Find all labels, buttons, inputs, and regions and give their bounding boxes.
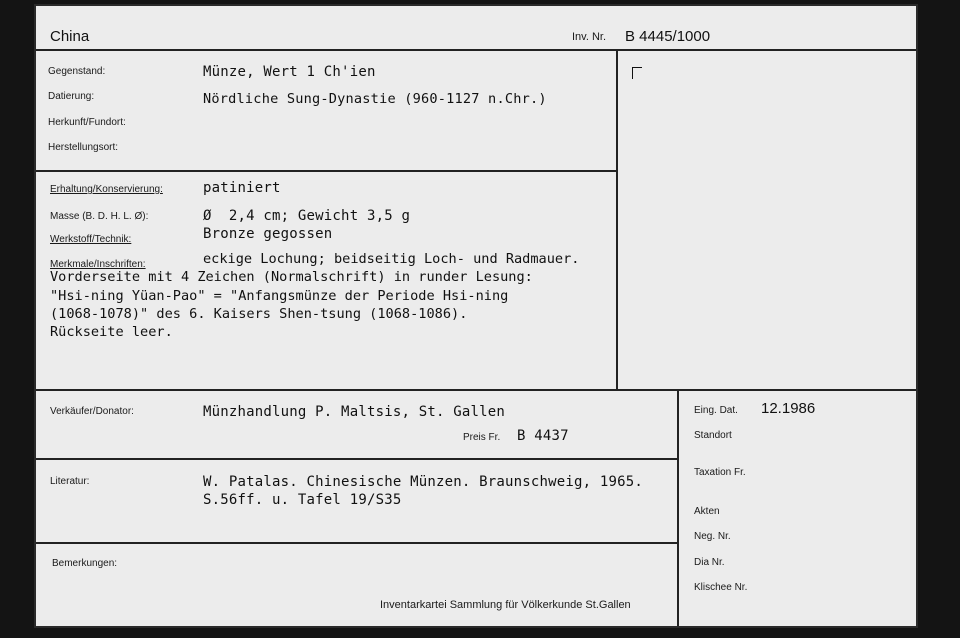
divider-header (36, 49, 916, 51)
erhaltung-label: Erhaltung/Konservierung: (50, 184, 163, 195)
herstellungsort-label: Herstellungsort: (48, 142, 119, 153)
merkmale-label: Merkmale/Inschriften: (50, 259, 146, 270)
dia-nr-label: Dia Nr. (694, 557, 725, 568)
literatur-label: Literatur: (50, 476, 90, 487)
merkmale-line-5: Rückseite leer. (50, 324, 173, 340)
eing-dat-value: 12.1986 (761, 400, 816, 417)
footer-text: Inventarkartei Sammlung für Völkerkunde St.Gallen (380, 599, 631, 611)
erhaltung-value: patiniert (203, 180, 281, 196)
herkunft-label: Herkunft/Fundort: (48, 117, 126, 128)
divider-right-lower (677, 389, 679, 628)
inv-label: Inv. Nr. (572, 31, 607, 43)
werkstoff-label: Werkstoff/Technik: (50, 234, 132, 245)
klischee-nr-label: Klischee Nr. (694, 582, 748, 593)
masse-label: Masse (B. D. H. L. Ø): (50, 211, 149, 222)
divider-object (36, 170, 617, 172)
inventory-card (34, 4, 918, 628)
standort-label: Standort (694, 430, 732, 441)
neg-nr-label: Neg. Nr. (694, 531, 731, 542)
divider-details (36, 389, 916, 391)
divider-literature (36, 542, 678, 544)
divider-seller (36, 458, 678, 460)
gegenstand-value: Münze, Wert 1 Ch'ien (203, 64, 376, 80)
taxation-label: Taxation Fr. (694, 467, 746, 478)
eing-dat-label: Eing. Dat. (694, 405, 738, 416)
preis-label: Preis Fr. (463, 432, 501, 443)
country: China (50, 28, 90, 45)
corner-mark (632, 67, 642, 79)
verkaeufer-label: Verkäufer/Donator: (50, 406, 134, 417)
masse-value: Ø 2,4 cm; Gewicht 3,5 g (203, 208, 411, 224)
merkmale-line-4: (1068-1078)" des 6. Kaisers Shen-tsung (1068-1086). (50, 306, 468, 322)
bemerkungen-label: Bemerkungen: (52, 558, 118, 569)
inv-number: B 4445/1000 (625, 28, 711, 45)
merkmale-line-2: Vorderseite mit 4 Zeichen (Normalschrift) in runder Lesung: (50, 269, 533, 285)
divider-right-upper (616, 49, 618, 391)
akten-label: Akten (694, 506, 720, 517)
literatur-line-2: S.56ff. u. Tafel 19/S35 (203, 492, 402, 508)
datierung-value: Nördliche Sung-Dynastie (960-1127 n.Chr.) (203, 91, 547, 107)
literatur-line-1: W. Patalas. Chinesische Münzen. Braunschweig, 1965. (203, 474, 644, 490)
merkmale-line-1: eckige Lochung; beidseitig Loch- und Radmauer. (203, 251, 580, 267)
datierung-label: Datierung: (48, 91, 95, 102)
merkmale-line-3: "Hsi-ning Yüan-Pao" = "Anfangsmünze der Periode Hsi-ning (50, 288, 509, 304)
verkaeufer-value: Münzhandlung P. Maltsis, St. Gallen (203, 404, 506, 420)
preis-value: B 4437 (517, 428, 569, 444)
gegenstand-label: Gegenstand: (48, 66, 106, 77)
werkstoff-value: Bronze gegossen (203, 226, 333, 242)
